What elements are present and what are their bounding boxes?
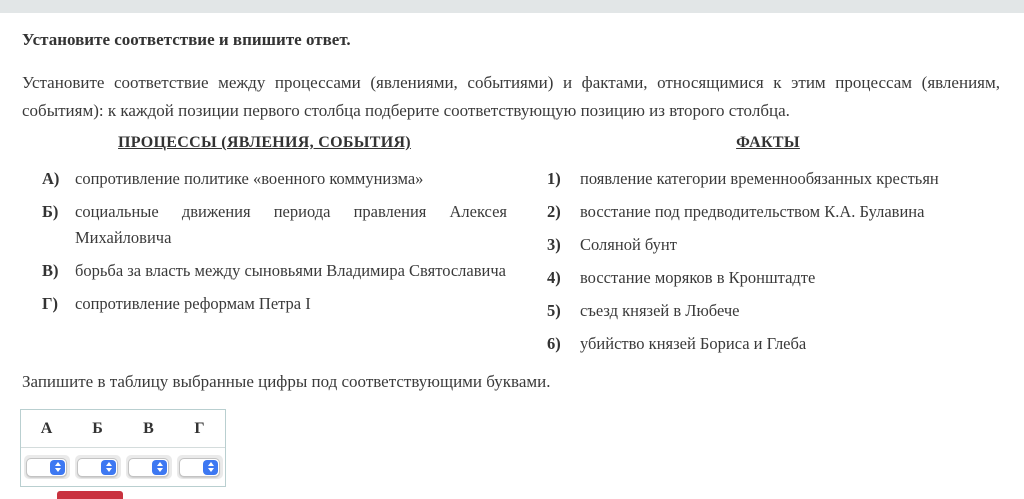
fact-item-4 <box>537 265 999 291</box>
fact-item-5-marker: 5) <box>547 301 561 320</box>
process-item-a-marker: А) <box>42 169 60 188</box>
answer-input-g[interactable] <box>180 460 203 475</box>
fact-item-4-text: восстание моряков в Кронштадте <box>580 268 816 287</box>
processes-column <box>22 134 507 364</box>
fact-item-6-marker: 6) <box>547 334 561 353</box>
answer-spinner-a[interactable] <box>26 458 67 477</box>
fact-item-1-marker: 1) <box>547 169 561 188</box>
write-instruction-text: Запишите в таблицу выбранные цифры под соответствующими буквами. <box>22 372 551 391</box>
stepper-down-icon <box>55 468 61 472</box>
facts-column <box>537 134 999 364</box>
process-item-b-text: социальные движения периода правления Алексея Михайловича <box>75 202 507 247</box>
stepper-up-icon <box>106 462 112 466</box>
process-item-b <box>22 199 507 251</box>
process-item-v-text: борьба за власть между сыновьями Владимира Святославича <box>75 261 506 280</box>
task-content <box>0 29 1024 487</box>
answer-cell-v <box>123 455 174 479</box>
answer-stepper-a[interactable] <box>50 460 65 475</box>
fact-item-3 <box>537 232 999 258</box>
answer-table-input-row <box>21 448 225 486</box>
answer-column-label-g: Г <box>194 419 205 437</box>
answer-stepper-b[interactable] <box>101 460 116 475</box>
fact-item-3-text: Соляной бунт <box>580 235 677 254</box>
fact-item-2-marker: 2) <box>547 202 561 221</box>
stepper-up-icon <box>157 462 163 466</box>
process-item-a-text: сопротивление политике «военного коммунизма» <box>75 169 424 188</box>
fact-item-5 <box>537 298 999 324</box>
answer-cell-a <box>21 455 72 479</box>
processes-column-header: ПРОЦЕССЫ (ЯВЛЕНИЯ, СОБЫТИЯ) <box>118 134 411 151</box>
fact-item-2 <box>537 199 999 225</box>
stepper-down-icon <box>208 468 214 472</box>
fact-item-6 <box>537 331 999 357</box>
answer-spinner-panel-a <box>24 455 70 479</box>
fact-item-5-text: съезд князей в Любече <box>580 301 740 320</box>
answer-spinner-panel-g <box>177 455 223 479</box>
process-item-v <box>22 258 507 284</box>
answer-column-label-a: А <box>40 419 53 437</box>
answer-spinner-panel-b <box>75 455 121 479</box>
fact-item-3-marker: 3) <box>547 235 561 254</box>
answer-table <box>20 409 226 487</box>
answer-spinner-v[interactable] <box>128 458 169 477</box>
stepper-up-icon <box>55 462 61 466</box>
answer-column-label-v: В <box>143 419 154 437</box>
process-item-v-marker: В) <box>42 261 59 280</box>
submit-button-partial[interactable] <box>57 491 123 499</box>
answer-spinner-b[interactable] <box>77 458 118 477</box>
fact-item-4-marker: 4) <box>547 268 561 287</box>
answer-cell-b <box>72 455 123 479</box>
answer-stepper-v[interactable] <box>152 460 167 475</box>
answer-spinner-g[interactable] <box>179 458 220 477</box>
stepper-down-icon <box>106 468 112 472</box>
answer-spinner-panel-v <box>126 455 172 479</box>
matching-columns <box>22 134 1000 364</box>
process-item-g <box>22 291 507 317</box>
facts-column-header: ФАКТЫ <box>736 134 800 151</box>
stepper-down-icon <box>157 468 163 472</box>
fact-item-1-text: появление категории временнообязанных крестьян <box>580 169 939 188</box>
task-title: Установите соответствие и впишите ответ. <box>22 30 351 49</box>
answer-column-label-b: Б <box>92 419 103 437</box>
answer-input-a[interactable] <box>27 460 50 475</box>
answer-stepper-g[interactable] <box>203 460 218 475</box>
process-item-b-marker: Б) <box>42 202 59 221</box>
answer-input-v[interactable] <box>129 460 152 475</box>
task-intro-text: Установите соответствие между процессами (явлениями, событиями) и фактами, относящимися к этим процессам (явлениям, событиям): к каждой позиции первого столбца подберите соответствующую позицию из второго столбца. <box>22 73 1000 120</box>
fact-item-6-text: убийство князей Бориса и Глеба <box>580 334 807 353</box>
process-item-a <box>22 166 507 192</box>
top-gray-bar <box>0 0 1024 13</box>
process-item-g-text: сопротивление реформам Петра I <box>75 294 311 313</box>
fact-item-2-text: восстание под предводительством К.А. Булавина <box>580 202 925 221</box>
answer-cell-g <box>174 455 225 479</box>
answer-input-b[interactable] <box>78 460 101 475</box>
process-item-g-marker: Г) <box>42 294 58 313</box>
fact-item-1 <box>537 166 999 192</box>
answer-table-header-row <box>21 410 225 448</box>
stepper-up-icon <box>208 462 214 466</box>
